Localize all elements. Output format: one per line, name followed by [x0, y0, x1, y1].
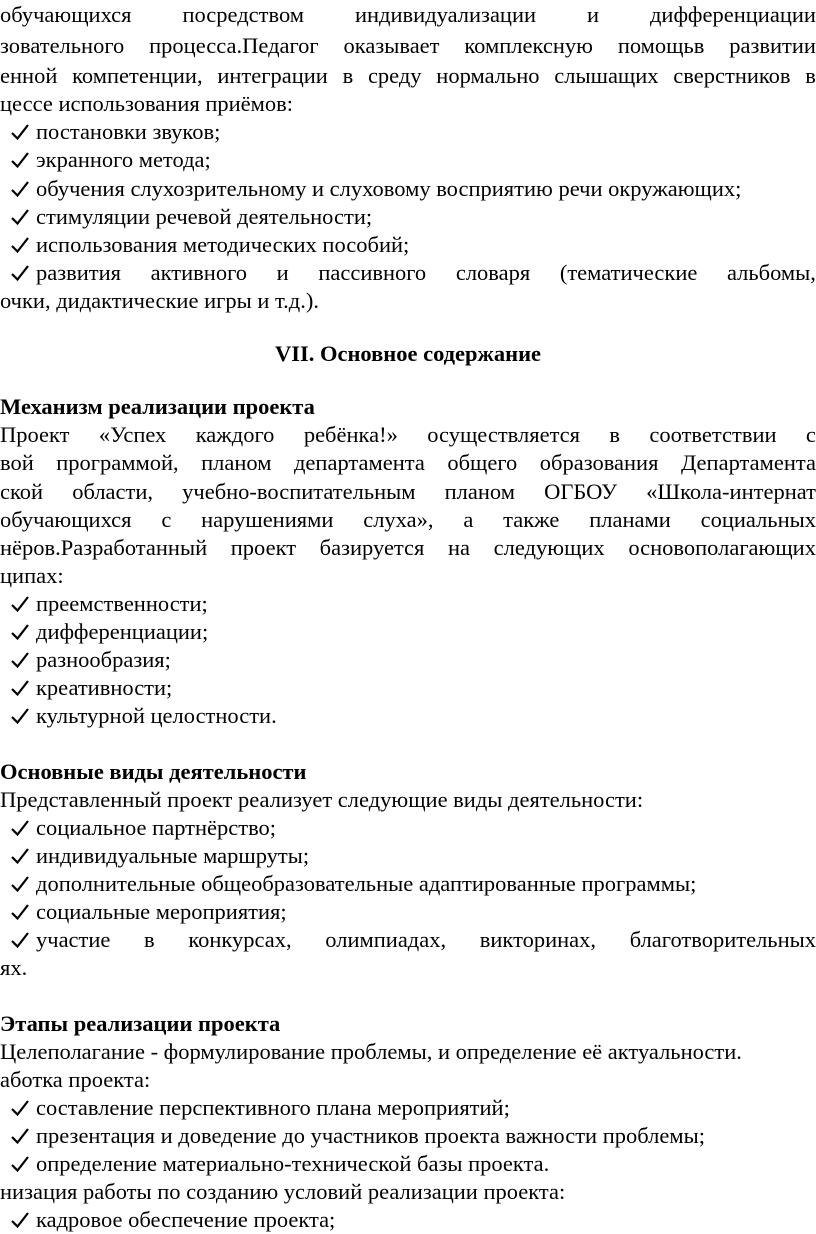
checkmark-icon — [10, 818, 30, 838]
word: комплексную — [464, 33, 593, 58]
list-item: дополнительные общеобразовательные адаптированные программы; — [0, 869, 816, 899]
activities-intro: Представленный проект реализует следующие виды деятельности: — [0, 787, 644, 812]
word: образования — [539, 450, 659, 475]
checkmark-icon — [10, 650, 30, 670]
word: пассивного — [318, 260, 427, 285]
list-item: социальное партнёрство; — [0, 813, 816, 843]
list-item: дифференциации; — [0, 617, 816, 647]
list-item-text — [36, 925, 816, 955]
word: области, — [72, 479, 154, 504]
word: следующих — [493, 535, 605, 560]
word: олимпиадах, — [325, 927, 447, 952]
intro-line-2 — [0, 31, 816, 61]
list-item-text — [36, 258, 816, 288]
word: с — [161, 507, 172, 532]
word: а — [463, 507, 474, 532]
word: ОГБОУ — [544, 479, 618, 504]
word: посредством — [182, 2, 305, 27]
word: и — [587, 2, 600, 27]
list-item: преемственности; — [0, 589, 816, 619]
word: помощьв — [617, 33, 705, 58]
list-item-continuation: очки, дидактические игры и т.д.). — [0, 288, 319, 313]
word: общего — [447, 450, 518, 475]
word: сверстников — [673, 63, 791, 88]
word: программой, — [56, 450, 179, 475]
checkmark-icon — [10, 902, 30, 922]
mechanism-line-2 — [0, 448, 816, 478]
word: интеграции — [217, 63, 328, 88]
word: на — [448, 535, 471, 560]
word: словаря — [455, 260, 531, 285]
list-item: обучения слухозрительному и слуховому восприятию речи окружающих; — [0, 174, 816, 204]
word: учебно-воспитательным — [182, 479, 416, 504]
word: зовательного — [0, 33, 125, 58]
word: планом — [444, 479, 515, 504]
word: базируется — [319, 535, 425, 560]
word: активного — [150, 260, 247, 285]
checkmark-icon — [10, 207, 30, 227]
mechanism-line-5 — [0, 533, 816, 563]
word: нормально — [436, 63, 540, 88]
list-item: социальные мероприятия; — [0, 897, 816, 927]
word: каждого — [195, 422, 275, 447]
list-item — [0, 258, 816, 288]
activities-heading: Основные виды деятельности — [0, 759, 307, 784]
word: обучающихся — [0, 2, 132, 27]
word: викторинах, — [479, 927, 597, 952]
word: среду — [367, 63, 422, 88]
word: проект — [230, 535, 297, 560]
word: конкурсах, — [188, 927, 292, 952]
checkmark-icon — [10, 1210, 30, 1230]
checkmark-icon — [10, 263, 30, 283]
list-item: составление перспективного плана мероприятий; — [0, 1093, 816, 1123]
list-item: постановки звуков; — [0, 117, 816, 147]
word: социальных — [700, 507, 816, 532]
list-item: разнообразия; — [0, 645, 816, 675]
word: благотворительных — [629, 927, 816, 952]
word: енной — [0, 63, 58, 88]
mechanism-line-6: ципах: — [0, 563, 64, 588]
list-item: кадровое обеспечение проекта; — [0, 1205, 816, 1234]
word: компетенции, — [72, 63, 203, 88]
word: в — [609, 422, 621, 447]
word: также — [503, 507, 560, 532]
word: участие — [36, 927, 111, 952]
intro-line-1 — [0, 0, 816, 30]
word: слуха», — [363, 507, 434, 532]
list-item: культурной целостности. — [0, 701, 816, 731]
word: Проект — [0, 422, 70, 447]
word: департамента — [293, 450, 425, 475]
list-item: креативности; — [0, 673, 816, 703]
checkmark-icon — [10, 1098, 30, 1118]
intro-line-4: цессе использования приёмов: — [0, 91, 294, 116]
list-item: презентация и доведение до участников проекта важности проблемы; — [0, 1121, 816, 1151]
checkmark-icon — [10, 122, 30, 142]
word: нёров.Разработанный — [0, 535, 208, 560]
list-item: стимуляции речевой деятельности; — [0, 202, 816, 232]
list-item — [0, 925, 816, 955]
word: индивидуализации — [354, 2, 537, 27]
stages-heading: Этапы реализации проекта — [0, 1011, 281, 1036]
list-item-continuation: ях. — [0, 955, 28, 980]
word: развития — [36, 260, 122, 285]
word: соответствии — [649, 422, 777, 447]
mechanism-line-4 — [0, 505, 816, 535]
list-item: экранного метода; — [0, 145, 816, 175]
list-item: индивидуальные маршруты; — [0, 841, 816, 871]
word: нарушениями — [201, 507, 334, 532]
word: в — [144, 927, 155, 952]
word: альбомы, — [726, 260, 816, 285]
word: (тематические — [559, 260, 698, 285]
word: ребёнка!» — [303, 422, 398, 447]
section-title: VII. Основное содержание — [274, 341, 542, 366]
word: «Школа-интернат — [646, 479, 816, 504]
word: слышащих — [554, 63, 659, 88]
checkmark-icon — [10, 1154, 30, 1174]
checkmark-icon — [10, 150, 30, 170]
word: ской — [0, 479, 44, 504]
list-item: использования методических пособий; — [0, 230, 816, 260]
checkmark-icon — [10, 874, 30, 894]
word: осуществляется — [427, 422, 581, 447]
checkmark-icon — [10, 179, 30, 199]
word: «Успех — [98, 422, 167, 447]
mechanism-line-1 — [0, 420, 816, 450]
checkmark-icon — [10, 622, 30, 642]
word: планом — [201, 450, 272, 475]
word: Департамента — [680, 450, 816, 475]
checkmark-icon — [10, 594, 30, 614]
stages-line-1: Целеполагание - формулирование проблемы, и определение её актуальности. — [0, 1039, 742, 1064]
checkmark-icon — [10, 846, 30, 866]
mechanism-line-3 — [0, 477, 816, 507]
stages-line-3: низация работы по созданию условий реализации проекта: — [0, 1179, 566, 1204]
word: с — [805, 422, 816, 447]
checkmark-icon — [10, 930, 30, 950]
intro-line-3 — [0, 61, 816, 91]
word: вой — [0, 450, 34, 475]
word: дифференциации — [649, 2, 816, 27]
word: основополагающих — [628, 535, 816, 560]
checkmark-icon — [10, 235, 30, 255]
word: обучающихся — [0, 507, 132, 532]
word: планами — [589, 507, 671, 532]
word: в — [342, 63, 354, 88]
word: развитии — [729, 33, 816, 58]
word: процесса.Педагог — [149, 33, 319, 58]
mechanism-heading: Механизм реализации проекта — [0, 394, 315, 419]
checkmark-icon — [10, 1126, 30, 1146]
word: и — [276, 260, 289, 285]
word: в — [805, 63, 816, 88]
word: оказывает — [343, 33, 440, 58]
checkmark-icon — [10, 678, 30, 698]
list-item: определение материально-технической базы проекта. — [0, 1149, 816, 1179]
stages-line-2: аботка проекта: — [0, 1067, 151, 1092]
checkmark-icon — [10, 706, 30, 726]
